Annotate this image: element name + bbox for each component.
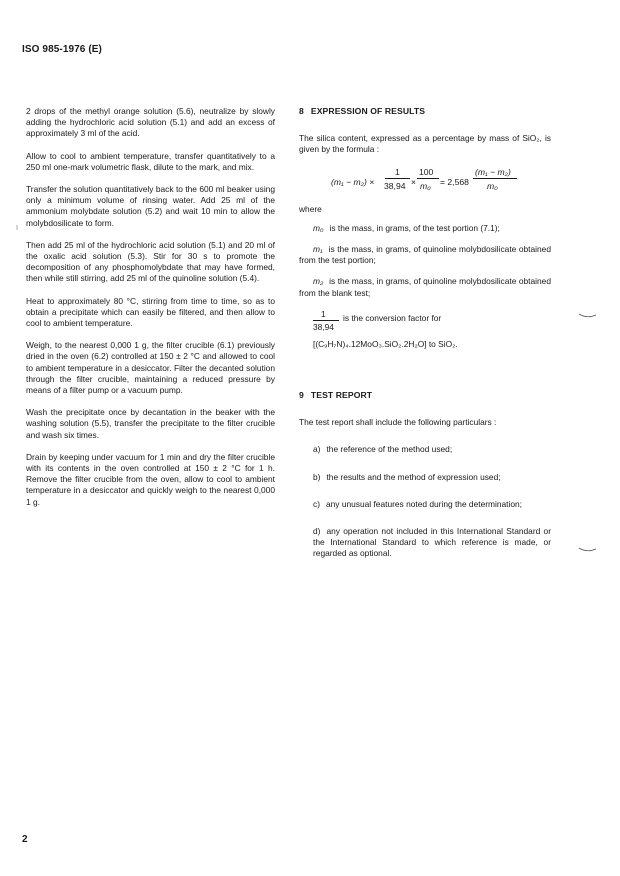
list-item-label: c) (313, 498, 320, 509)
formula-lhs: (m₁ − m₂) × (331, 176, 375, 187)
conversion-factor (299, 309, 551, 339)
scan-artifact-mark (14, 224, 20, 232)
where-label: where (299, 203, 322, 214)
fraction-bar (417, 178, 439, 179)
list-item (313, 444, 551, 455)
section-title: TEST REPORT (310, 390, 373, 401)
scan-artifact-mark (578, 546, 598, 554)
formula-frac3-denominator: m₀ (487, 180, 498, 191)
definition-text: is the mass, in grams, of quinoline molybdosilicate obtained from the blank test; (299, 276, 551, 298)
formula-frac3-numerator: (m₁ − m₂) (475, 166, 511, 177)
fraction-bar (313, 320, 339, 321)
paragraph: Allow to cool to ambient temperature, transfer quantitatively to a 250 ml one-mark volumetric flask, dilute to the mark, and mix. (26, 150, 275, 172)
section-9-intro: The test report shall include the following particulars : (299, 417, 497, 428)
definition-m2 (299, 276, 551, 298)
definition-text: is the mass, in grams, of quinoline molybdosilicate obtained from the test portion; (299, 244, 551, 266)
list-item-label: b) (313, 471, 321, 482)
section-title: EXPRESSION OF RESULTS (310, 106, 426, 116)
section-8-intro: The silica content, expressed as a percentage by mass of SiO₂, is given by the formula : (299, 133, 551, 155)
formula-equals: = 2,568 (440, 176, 469, 187)
paragraph: Transfer the solution quantitatively back to the 600 ml beaker using only a minimum volume of rinsing water. Add 25 ml of the ammonium molybdate solution (5.2) and wait 10 min to allow the molybdosilicate to form. (26, 184, 275, 228)
paragraph: Weigh, to the nearest 0,000 1 g, the filter crucible (6.1) previously dried in the oven (6.2) controlled at 150 ± 2 °C and allowed to cool to ambient temperature in a desiccator. Filter the decanted solution through the filter crucible, maintaining a reduced pressure by means of a filter pump or a vacuum pump. (26, 340, 275, 396)
formula-frac1-denominator: 38,94 (384, 180, 406, 191)
formula-times: × (411, 176, 417, 187)
right-column (299, 106, 551, 576)
paragraph: Drain by keeping under vacuum for 1 min and dry the filter crucible with its contents in the oven controlled at 150 ± 2 °C for 1 h. Remove the filter crucible from the oven, allow to cool to ambient temperature in a desiccator and quickly weigh to the nearest 0,000 1 g. (26, 451, 275, 507)
definition-m0 (299, 223, 551, 234)
conversion-compound: [(C₉H₇N)₄.12MoO₃.SiO₂.2H₂O] to SiO₂. (313, 338, 458, 349)
list-item-label: d) (313, 526, 321, 537)
section-number: 9 (299, 390, 304, 401)
definition-symbol: m₁ (313, 244, 323, 255)
conversion-denominator: 38,94 (313, 321, 334, 332)
definition-m1 (299, 244, 551, 266)
formula-frac1-numerator: 1 (395, 166, 400, 177)
scan-artifact-mark (578, 312, 598, 320)
list-item-text: any operation not included in this International Standard or the International Standard to which reference is made, or regarded as optional. (313, 526, 551, 559)
paragraph: Then add 25 ml of the hydrochloric acid solution (5.1) and 20 ml of the oxalic acid solution (5.3). Stir for 30 s to promote the decomposition of any phosphomolybdate that may have formed, then while still stirring, add 25 ml of the quinoline solution (5.4). (26, 239, 275, 284)
section-number: 8 (299, 106, 304, 116)
definition-symbol: m₂ (313, 276, 324, 287)
fraction-bar (473, 178, 517, 179)
fraction-bar (385, 178, 410, 179)
document-header: ISO 985-1976 (E) (22, 44, 102, 55)
formula-frac2-numerator: 100 (419, 166, 434, 177)
conversion-numerator: 1 (321, 308, 326, 319)
list-item (313, 526, 551, 560)
left-column (26, 106, 275, 519)
silica-formula (299, 166, 551, 196)
list-item-text: the results and the method of expression used; (326, 471, 501, 482)
definition-text: is the mass, in grams, of the test portion (7.1); (329, 222, 500, 233)
definition-symbol: m₀ (313, 222, 324, 233)
paragraph: Wash the precipitate once by decantation in the beaker with the washing solution (5.5), transfer the precipitate to the filter crucible and wash six times. (26, 407, 275, 440)
section-9-heading (299, 390, 551, 401)
list-item-text: the reference of the method used; (326, 444, 453, 455)
conversion-text: is the conversion factor for (343, 312, 442, 323)
paragraph: 2 drops of the methyl orange solution (5.6), neutralize by slowly adding the hydrochloric acid solution (5.1) and add an excess of approximately 3 ml of the acid. (26, 106, 275, 139)
list-item (313, 472, 551, 483)
formula-frac2-denominator: m₀ (420, 180, 431, 191)
paragraph: Heat to approximately 80 °C, stirring from time to time, so as to obtain a precipitate which can easily be filtered, and then allow to cool to ambient temperature. (26, 295, 275, 329)
page-number: 2 (22, 834, 28, 845)
list-item (313, 499, 551, 510)
section-8-heading (299, 106, 551, 117)
list-item-text: any unusual features noted during the determination; (325, 498, 522, 509)
list-item-label: a) (313, 444, 321, 455)
